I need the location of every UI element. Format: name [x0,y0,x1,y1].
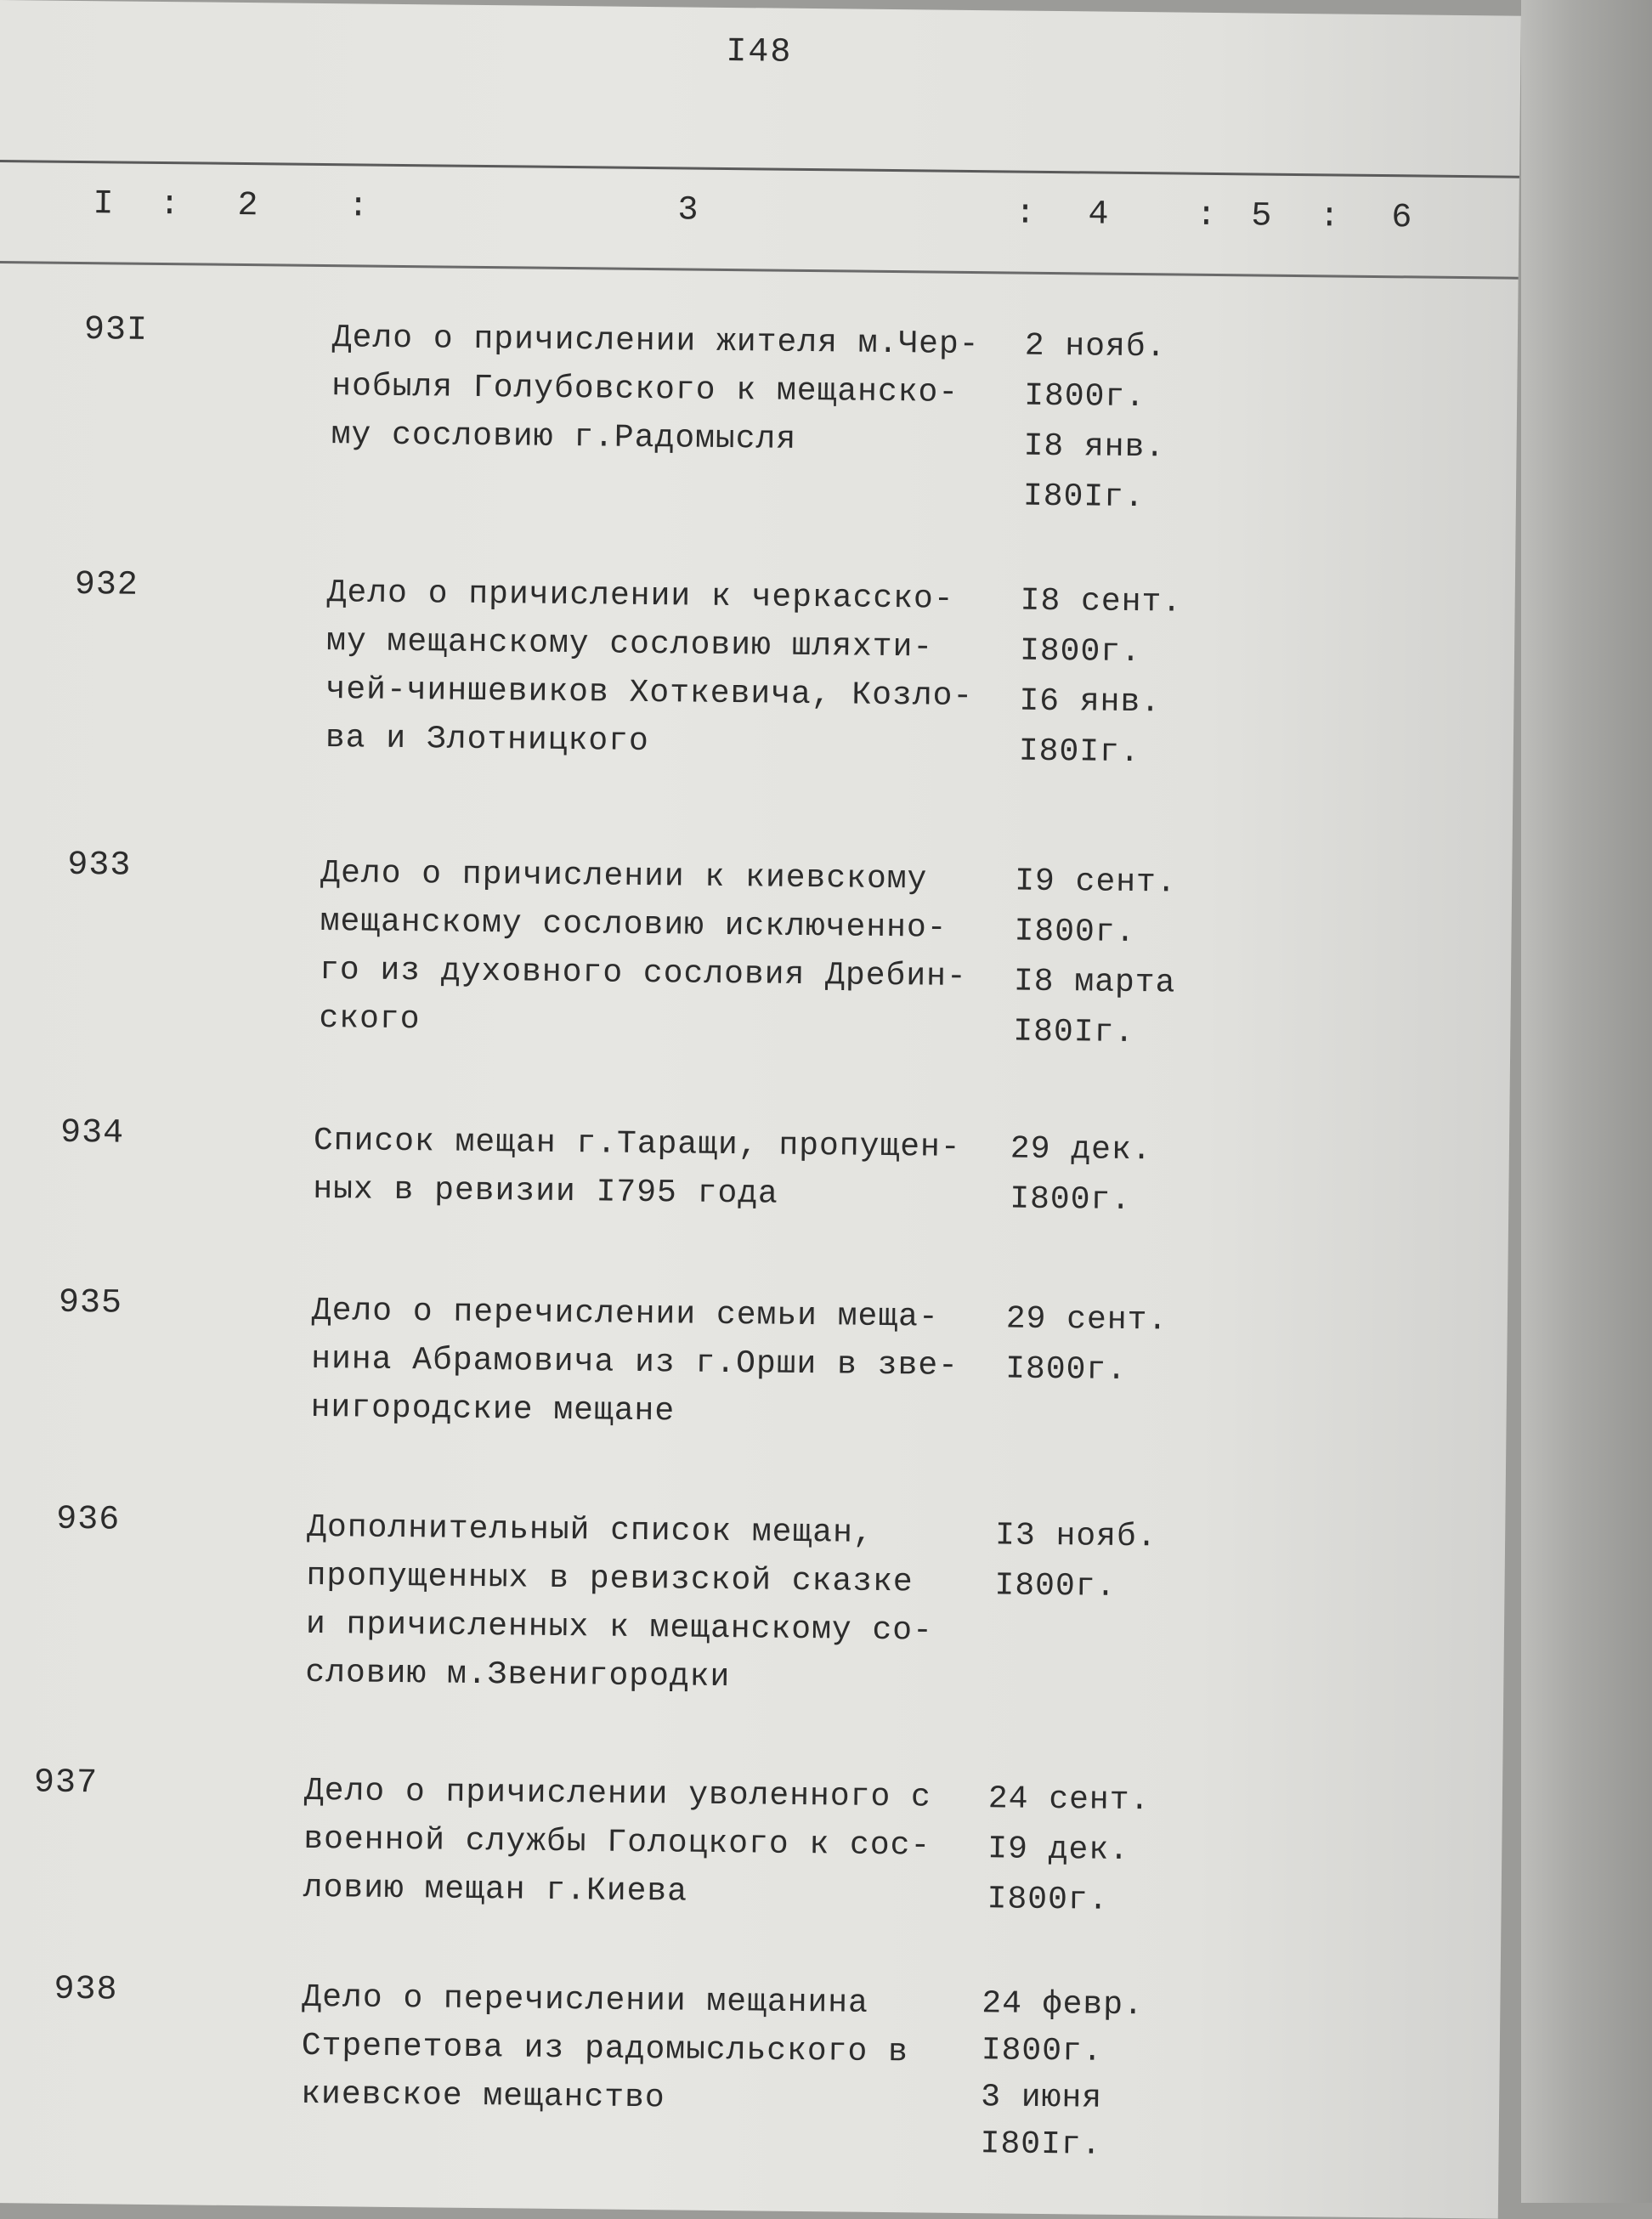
column-header-2: 2 [237,186,258,226]
date-line: 24 сент. [987,1780,1151,1820]
date-line: I80Iг. [1022,478,1145,517]
description-line: нигородские мещане [310,1389,676,1430]
entry-description [325,569,1007,769]
column-separator: : [1196,196,1217,236]
date-line: I3 нояб. [994,1517,1157,1556]
entry-dates [1023,321,1246,524]
entry-description [303,1767,984,1919]
date-line: I6 янв. [1019,682,1162,722]
description-line: словию м.Звенигородки [305,1654,731,1696]
description-line: мещанскому сословию исключенно- [320,903,948,947]
description-line: чей-чиншевиков Хоткевича, Козло- [325,671,974,716]
list-item [0,565,1515,772]
description-line: военной службы Голоцкого к сос- [303,1820,931,1865]
description-line: му сословию г.Радомысля [331,416,797,458]
page-shadow-edge [1521,0,1652,2203]
entry-description [313,1117,993,1220]
date-line: I9 дек. [987,1831,1130,1870]
date-line: I8 сент. [1020,582,1183,621]
date-line: I80Iг. [1018,733,1140,772]
date-line: I800г. [1019,632,1142,671]
date-line: I80Iг. [980,2126,1102,2164]
column-separator: : [348,188,369,227]
description-line: ных в ревизии I795 года [313,1170,779,1213]
date-line: I800г. [1010,1180,1132,1220]
date-line: I800г. [1014,913,1136,952]
description-line: Дело о причислении к черкасско- [326,575,954,618]
description-line: Дело о причислении уволенного с [303,1772,932,1816]
description-line: ского [319,999,421,1039]
list-item [0,1283,1508,1430]
description-line: ва и Злотницкого [325,720,649,761]
description-line: Дополнительный список мещан, [306,1509,874,1552]
entry-dates [1013,857,1236,1060]
entry-dates [994,1510,1216,1613]
entry-dates [1018,576,1241,779]
entry-dates [980,1980,1202,2170]
date-line: I80Iг. [1013,1013,1135,1052]
entry-description [305,1503,987,1704]
date-line: 29 сент. [1005,1300,1168,1339]
list-item [0,1763,1502,1919]
column-separator: : [1015,195,1036,234]
entry-number: 935 [58,1283,123,1323]
entry-number: 933 [67,846,132,886]
date-line: I9 сент. [1014,863,1177,902]
description-line: го из духовного сословия Дребин- [319,952,967,995]
date-line: I800г. [1004,1350,1128,1389]
list-item [0,1500,1505,1696]
column-header-row [0,160,1519,280]
entry-number: 93I [83,311,149,350]
date-line: I8 марта [1013,963,1176,1002]
list-item [0,1970,1501,2164]
entry-dates [1010,1124,1231,1227]
date-line: I800г. [987,1881,1109,1919]
description-line: Дело о причислении к киевскому [320,855,928,898]
date-line: I800г. [994,1567,1117,1605]
entry-description [319,849,1000,1050]
description-line: пропущенных в ревизской сказке [306,1557,914,1601]
entry-dates [1005,1293,1227,1396]
page-number: I48 [726,32,793,72]
column-header-1: I [93,185,114,224]
list-item [0,1113,1509,1220]
column-header-3: 3 [677,191,699,230]
description-line: Дело о причислении жителя м.Чер- [331,320,980,364]
column-header-5: 5 [1251,197,1272,236]
date-line: 24 февр. [982,1985,1145,2024]
entry-number: 938 [54,1970,118,2010]
date-line: 2 нояб. [1024,327,1167,366]
entry-description [310,1287,992,1439]
date-line: I800г. [1023,377,1146,416]
entry-number: 937 [33,1763,99,1803]
entry-number: 934 [59,1113,125,1153]
description-line: Список мещан г.Таращи, пропущен- [313,1122,961,1166]
date-line: 29 дек. [1010,1130,1152,1169]
description-line: киевское мещанство [300,2075,665,2117]
description-line: Дело о перечислении семьи меща- [311,1292,939,1336]
entry-description [301,1973,982,2126]
description-line: ловию мещан г.Киева [303,1869,688,1910]
column-header-6: 6 [1391,199,1412,238]
entry-description [331,314,1012,466]
column-separator: : [159,185,180,225]
date-line: 3 июня [980,2079,1103,2117]
list-item [0,846,1512,1052]
entry-number: 936 [56,1500,121,1540]
description-line: и причисленных к мещанскому со- [305,1605,934,1650]
date-line: I8 янв. [1023,427,1166,467]
column-separator: : [1319,198,1340,237]
entry-dates [987,1774,1209,1927]
entry-number: 932 [74,565,139,605]
description-line: нина Абрамовича из г.Орши в зве- [311,1340,959,1384]
column-header-4: 4 [1088,195,1109,235]
description-line: нобыля Голубовского к мещанско- [331,368,959,411]
date-line: I800г. [981,2032,1103,2070]
list-item [0,310,1518,517]
description-line: Стрепетова из радомысльского в [301,2027,909,2071]
description-line: Дело о перечислении мещанина [302,1978,869,2022]
description-line: му мещанскому сословию шляхти- [325,623,934,666]
